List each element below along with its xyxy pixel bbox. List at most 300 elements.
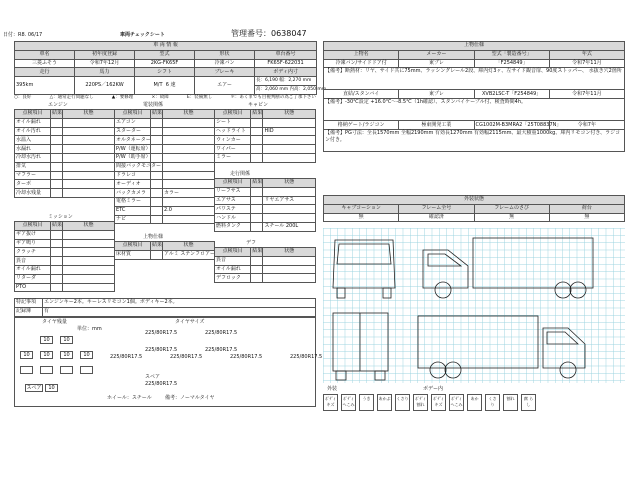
spec-value: 「F254849」 <box>474 59 549 68</box>
status-header: 状態 <box>63 222 115 231</box>
value-cell: 無 <box>549 213 624 222</box>
value-cell: 三菱ふそう <box>15 59 75 68</box>
check-result <box>151 136 163 145</box>
check-item: 水漏れ <box>15 145 51 154</box>
check-item: ヘッドライト <box>215 127 251 136</box>
check-result <box>251 127 263 136</box>
check-status <box>63 171 115 180</box>
check-result <box>151 145 163 154</box>
check-status <box>63 153 115 162</box>
running-title: 走行関係 <box>230 171 251 177</box>
table-row <box>115 136 215 145</box>
check-item: 異音 <box>15 257 51 266</box>
check-status <box>163 145 215 154</box>
table-row <box>215 256 316 265</box>
check-item: エアコン <box>115 118 151 127</box>
table-row <box>15 136 115 145</box>
check-item: オイル漏れ <box>215 265 251 274</box>
check-status <box>163 136 215 145</box>
spec-cell: 東プレ <box>399 90 474 99</box>
check-result <box>151 215 163 224</box>
spec-value: 東プレ <box>399 59 474 68</box>
check-item: シート <box>215 118 251 127</box>
check-status <box>263 187 316 196</box>
check-result <box>51 283 63 292</box>
check-result <box>51 162 63 171</box>
table-row <box>215 196 316 205</box>
check-status: スチール 200L <box>263 222 316 231</box>
check-result <box>151 180 163 189</box>
check-item: ハンドル <box>215 214 251 223</box>
tire-size: 225/80R17.5 <box>205 330 238 336</box>
tire-size: 225/80R17.5 <box>110 354 143 360</box>
table-row <box>15 153 115 162</box>
result-header: 結果 <box>252 179 263 186</box>
spec-cell: 上物名 <box>324 50 399 59</box>
header-cell: ボディ内寸 <box>255 68 317 77</box>
check-status <box>163 153 215 162</box>
check-item-header: 点検項目 <box>215 110 251 119</box>
header-cell: 馬力 <box>75 68 135 77</box>
notes-text: エンジンキー2本。キーレスリモコン1個。ボディキー2本。 <box>43 299 316 308</box>
check-item-header: 点検項目 <box>215 179 251 188</box>
check-item: 水温入 <box>15 136 51 145</box>
spec-cell: CG1002M-B3MRA2「25T08837N」 <box>475 121 562 128</box>
diff-check-table <box>214 247 316 283</box>
damage-symbol: あかぶ <box>377 394 392 411</box>
check-result <box>251 274 263 283</box>
spec-note: 【備考】-30℃設定 +16.0℃〜-8.5℃（1h確認）、スタンバイケーブル付、検査時間4h。 <box>324 99 625 121</box>
table-row <box>215 136 316 145</box>
check-item: リターダ <box>15 274 51 283</box>
check-result <box>151 250 163 259</box>
tire-rl-inner: 10 <box>40 351 53 359</box>
check-status <box>63 189 115 198</box>
table-row <box>15 248 115 257</box>
check-item: 冷却水汚れ <box>15 153 51 162</box>
check-item: 燃料タンク <box>215 222 251 231</box>
check-status <box>63 230 115 239</box>
damage-symbol: ﾎﾞﾃﾞｨ キズ <box>431 394 446 411</box>
check-status <box>63 283 115 292</box>
table-row <box>115 180 215 189</box>
legend-item: ○：良好 <box>14 95 32 100</box>
check-status <box>263 136 316 145</box>
table-row <box>15 145 115 154</box>
table-row <box>215 187 316 196</box>
exterior-title: 外装状態 <box>324 196 625 205</box>
dim-inner-height: 内高：2,050 <box>289 86 316 92</box>
check-result <box>51 248 63 257</box>
check-item: 床材質 <box>115 250 151 259</box>
check-item: バックカメラ <box>115 189 151 198</box>
damage-symbol: ﾎﾞﾃﾞｨ へこみ <box>449 394 464 411</box>
check-status <box>63 248 115 257</box>
header-cell: 形状 <box>195 50 255 59</box>
table-row <box>15 162 115 171</box>
spec-value: 令和7年11月 <box>549 59 624 68</box>
check-item-header: 点検項目 <box>15 110 51 119</box>
check-result <box>151 118 163 127</box>
result-header: 結果 <box>152 242 163 249</box>
check-result <box>51 265 63 274</box>
check-item: パワステ <box>215 205 251 214</box>
spare-size-label: スペア <box>145 374 161 380</box>
check-result <box>51 145 63 154</box>
tire-size: 225/80R17.5 <box>170 354 203 360</box>
check-item: P/W（助手席） <box>116 154 151 161</box>
check-status <box>63 145 115 154</box>
check-status: アルミ ステンフロアー <box>164 251 215 258</box>
damage-legend <box>323 387 625 413</box>
check-result <box>151 171 163 180</box>
table-row <box>15 274 115 283</box>
status-header: 状態 <box>63 110 115 119</box>
check-item-header: 点検項目 <box>115 110 151 119</box>
check-status <box>163 127 215 136</box>
check-result <box>151 127 163 136</box>
tire-rl-outer: 10 <box>20 351 33 359</box>
check-result <box>51 118 63 127</box>
tire-size: 225/80R17.5 <box>205 347 238 353</box>
table-row <box>15 189 115 198</box>
legend-item: E：装備無し <box>186 95 213 100</box>
check-result <box>151 197 163 206</box>
check-status <box>163 197 215 206</box>
value-cell: 2KG-FK65F <box>135 59 195 68</box>
dim-width: 幅：2,270 <box>279 77 302 83</box>
check-result <box>251 118 263 127</box>
spec-cell: 直結/スタンバイ <box>324 90 399 99</box>
table-row <box>15 265 115 274</box>
table-row <box>15 127 115 136</box>
check-item: オーディオ <box>115 180 151 189</box>
check-result <box>51 153 63 162</box>
check-status <box>63 162 115 171</box>
table-row <box>215 118 316 127</box>
check-item: 冷却水残量 <box>15 189 51 198</box>
shift: M/T <box>153 81 163 88</box>
damage-symbol: ﾎﾞﾃﾞｨ へこみ <box>341 394 356 411</box>
damage-symbol: くさり <box>395 394 410 411</box>
legend-item: ▲：要修理 <box>111 95 134 100</box>
check-status <box>63 239 115 248</box>
damage-symbol: 割れ <box>503 394 518 411</box>
status-header: 状態 <box>263 110 316 119</box>
check-status <box>263 145 316 154</box>
check-status: 2.0 <box>163 206 215 215</box>
check-status: リヤエアサス <box>263 196 316 205</box>
table-row <box>215 205 316 214</box>
notes-label: 特記事項 <box>15 299 43 308</box>
tire-fl: 10 <box>40 336 53 344</box>
spec-cell: メーカー <box>399 50 474 59</box>
spare-size: 225/80R17.5 <box>145 381 178 387</box>
check-item: オイル漏れ <box>15 118 51 127</box>
check-item: ワイパー <box>215 145 251 154</box>
check-result <box>151 153 163 162</box>
table-row <box>115 189 215 198</box>
result-header: 結果 <box>52 222 63 229</box>
check-status <box>163 162 215 171</box>
check-result <box>251 187 263 196</box>
exterior-table <box>323 195 625 222</box>
header-cell: シフト <box>135 68 195 77</box>
header-cell: 走行 <box>15 68 75 77</box>
vehicle-diagram <box>323 228 625 383</box>
spec-cell: 年式 <box>549 50 624 59</box>
vehicle-info-title: 車 両 情 報 <box>15 42 317 51</box>
mileage: 395km <box>15 77 75 95</box>
check-status <box>263 214 316 223</box>
value-cell: 確認済 <box>399 213 474 222</box>
check-item: オイル汚れ <box>15 127 51 136</box>
table-row <box>215 214 316 223</box>
legend <box>14 96 316 101</box>
tire-fr: 10 <box>60 336 73 344</box>
spec-value: 冷凍バン/サイドドア付 <box>324 59 399 68</box>
value-cell: FK65F-622031 <box>255 59 317 68</box>
header-cell: 荷台 <box>549 204 624 213</box>
header-cell: 初年度登録 <box>75 50 135 59</box>
table-row <box>115 153 215 162</box>
header-cell: 車台番号 <box>255 50 317 59</box>
tire-size: 225/80R17.5 <box>290 354 323 360</box>
tire-rr-inner: 10 <box>60 351 73 359</box>
check-status <box>163 215 215 224</box>
check-item-header: 点検項目 <box>215 248 251 257</box>
check-result <box>251 205 263 214</box>
tire-size: 225/80R17.5 <box>145 330 178 336</box>
result-header: 結果 <box>252 248 263 255</box>
check-status <box>263 205 316 214</box>
upper-spec-title: 上物仕様 <box>324 42 625 51</box>
damage-symbol: 腐 らし <box>521 394 536 411</box>
engine-check-table <box>14 109 115 198</box>
check-status: カラー <box>163 189 215 198</box>
check-item: ギア鳴り <box>15 239 51 248</box>
vehicle-info-table <box>14 41 327 95</box>
check-result <box>251 196 263 205</box>
table-row <box>15 283 115 292</box>
check-item: 電格ミラー <box>115 197 151 206</box>
check-item: オイル漏れ <box>15 265 51 274</box>
check-status: HID <box>263 127 316 136</box>
check-status <box>163 171 215 180</box>
check-result <box>51 274 63 283</box>
check-status <box>263 256 316 265</box>
table-row <box>115 145 215 154</box>
check-item: エアサス <box>215 196 251 205</box>
check-status <box>263 265 316 274</box>
header-cell: フレームのさび <box>474 204 549 213</box>
value-cell: 無 <box>474 213 549 222</box>
spec-cell: 格納ゲート/ラジコン <box>324 121 399 130</box>
check-result <box>251 145 263 154</box>
check-status <box>263 274 316 283</box>
table-row <box>215 222 316 231</box>
check-item: ETC <box>115 206 151 215</box>
spec-cell: 令和7年11月 <box>549 90 624 99</box>
truck-outline-icon <box>323 228 625 383</box>
management-number: 管理番号：0638047 <box>231 29 307 38</box>
spec-note: 【備考】断熱材：リヤ、サイド共に75mm、ラッシングレール2段、庫内灯3ヶ、左サイド観音扉、90度ストッパー、 水抜き穴2箇所 <box>324 68 625 90</box>
check-status <box>63 265 115 274</box>
check-item: リーフサス <box>215 187 251 196</box>
spec-cell: XVB2LSC-T「F254849」 <box>474 90 549 99</box>
mission-title: ミッション <box>48 214 73 220</box>
tire-size-title: タイヤサイズ <box>175 319 205 325</box>
check-item: マフラー <box>15 171 51 180</box>
electrical-title: 電装関係 <box>143 102 164 108</box>
check-status <box>163 180 215 189</box>
check-status <box>63 118 115 127</box>
dim-unit: mm <box>279 86 289 92</box>
spare-value: 10 <box>45 384 58 392</box>
damage-symbol: あか <box>467 394 482 411</box>
check-result <box>251 222 263 231</box>
legend-item: ×：故障 <box>151 95 169 100</box>
legend-item: △：通常走行問題なし <box>49 95 94 100</box>
result-header: 結果 <box>152 110 163 117</box>
check-result <box>151 189 163 198</box>
check-result <box>251 136 263 145</box>
engine-title: エンジン <box>48 102 68 108</box>
record-label: 記録簿 <box>15 307 43 316</box>
damage-symbol: くさ り <box>485 394 500 411</box>
dim-length: 長：6,190 <box>256 77 278 83</box>
tire-section <box>14 317 323 407</box>
shift-speed: 6 速 <box>165 81 176 88</box>
damage-symbol: ﾎﾞﾃﾞｨ キズ <box>323 394 338 411</box>
check-item: PTO <box>15 283 51 292</box>
table-row <box>115 250 215 259</box>
tire-size: 225/80R17.5 <box>230 354 263 360</box>
value-cell: 冷凍バン <box>195 59 255 68</box>
check-item: オルタネーター <box>116 136 151 143</box>
check-result <box>151 206 163 215</box>
status-header: 状態 <box>163 242 215 251</box>
spec-note: 【備考】PG寸法：全長1570mm 全幅2190mm 有効長1270mm 有効幅2115mm、最大積重1000kg、庫内リモコン付き、ラジコン付き。 <box>324 129 625 151</box>
dim-unit: mm <box>302 77 312 83</box>
mission-check-table <box>14 221 115 292</box>
check-result <box>51 189 63 198</box>
check-item: 排気 <box>15 162 51 171</box>
check-result <box>251 256 263 265</box>
wheel-type: ホイール：スチール <box>107 395 152 401</box>
check-result <box>251 214 263 223</box>
check-status <box>263 153 316 162</box>
table-row <box>115 162 215 171</box>
check-result <box>251 265 263 274</box>
diff-title: デフ <box>246 240 257 246</box>
tire-unit: 単位：mm <box>77 326 102 332</box>
check-result <box>51 136 63 145</box>
table-row <box>115 118 215 127</box>
spec-cell: 極東開発工業 <box>399 121 474 130</box>
header-cell: フレーム全号 <box>399 204 474 213</box>
check-item: ターボ <box>15 180 51 189</box>
table-row <box>215 145 316 154</box>
spec-cell: 令和7年 <box>549 121 624 130</box>
damage-symbol: うき <box>359 394 374 411</box>
check-result <box>51 239 63 248</box>
table-row <box>115 171 215 180</box>
check-item: ドラレコ <box>115 171 151 180</box>
damage-symbol: ﾎﾞﾃﾞｨ 割れ <box>413 394 428 411</box>
dim-height: 高：2,060 <box>256 86 278 92</box>
table-row <box>15 171 115 180</box>
spare-label: スペア <box>26 385 42 391</box>
status-header: 状態 <box>263 179 316 188</box>
dim-unit: mm <box>317 86 327 92</box>
tire-rr-outer: 10 <box>80 351 93 359</box>
check-result <box>51 257 63 266</box>
check-result <box>51 180 63 189</box>
spec-cell: 型式「製造番号」 <box>474 50 549 59</box>
status-header: 状態 <box>163 110 215 119</box>
exterior-legend-title: 外装 <box>327 386 338 392</box>
interior-legend-title: ボデー内 <box>423 386 444 392</box>
table-row <box>115 127 215 136</box>
check-status <box>63 127 115 136</box>
table-row <box>115 197 215 206</box>
check-item: 間接バックモニター <box>116 163 162 170</box>
check-item: P/W（運転席） <box>116 145 151 152</box>
check-item: ギア抜け <box>15 230 51 239</box>
upper-title: 上物仕様 <box>143 234 164 240</box>
table-row <box>15 257 115 266</box>
table-row <box>15 230 115 239</box>
table-row <box>215 153 316 162</box>
cabin-check-table <box>214 109 316 163</box>
check-result <box>251 153 263 162</box>
table-row <box>215 274 316 283</box>
header-cell: ブレーキ <box>195 68 255 77</box>
check-status <box>263 118 316 127</box>
horsepower: 220PS／162KW <box>75 77 135 95</box>
upper-check-table <box>114 241 215 260</box>
status-header: 状態 <box>263 248 316 257</box>
header-cell: キャブコーション <box>324 204 399 213</box>
table-row <box>115 215 215 224</box>
value-cell: 令和7年12月 <box>75 59 135 68</box>
check-item: クラッチ <box>15 248 51 257</box>
date: 日付：R8. 06/17 <box>3 32 43 38</box>
record-value: 有 <box>43 307 316 316</box>
tire-note: 備考：ノーマルタイヤ <box>165 395 215 401</box>
check-item: デフロック <box>215 274 251 283</box>
check-item: スターター <box>115 127 151 136</box>
header-cell: 型式 <box>135 50 195 59</box>
brake: エアー <box>195 77 255 95</box>
notes-box <box>14 298 316 317</box>
check-status <box>63 257 115 266</box>
check-status <box>63 180 115 189</box>
check-result <box>51 171 63 180</box>
check-item: 異音 <box>215 256 251 265</box>
upper-spec-table <box>323 41 625 152</box>
check-status <box>63 136 115 145</box>
table-row <box>15 239 115 248</box>
check-item-header: 点検項目 <box>115 242 151 251</box>
check-status <box>163 118 215 127</box>
cabin-title: キャビン <box>248 102 269 108</box>
check-item-header: 点検項目 <box>15 222 51 231</box>
value-cell: 無 <box>324 213 399 222</box>
check-result <box>51 230 63 239</box>
header-cell: 車名 <box>15 50 75 59</box>
